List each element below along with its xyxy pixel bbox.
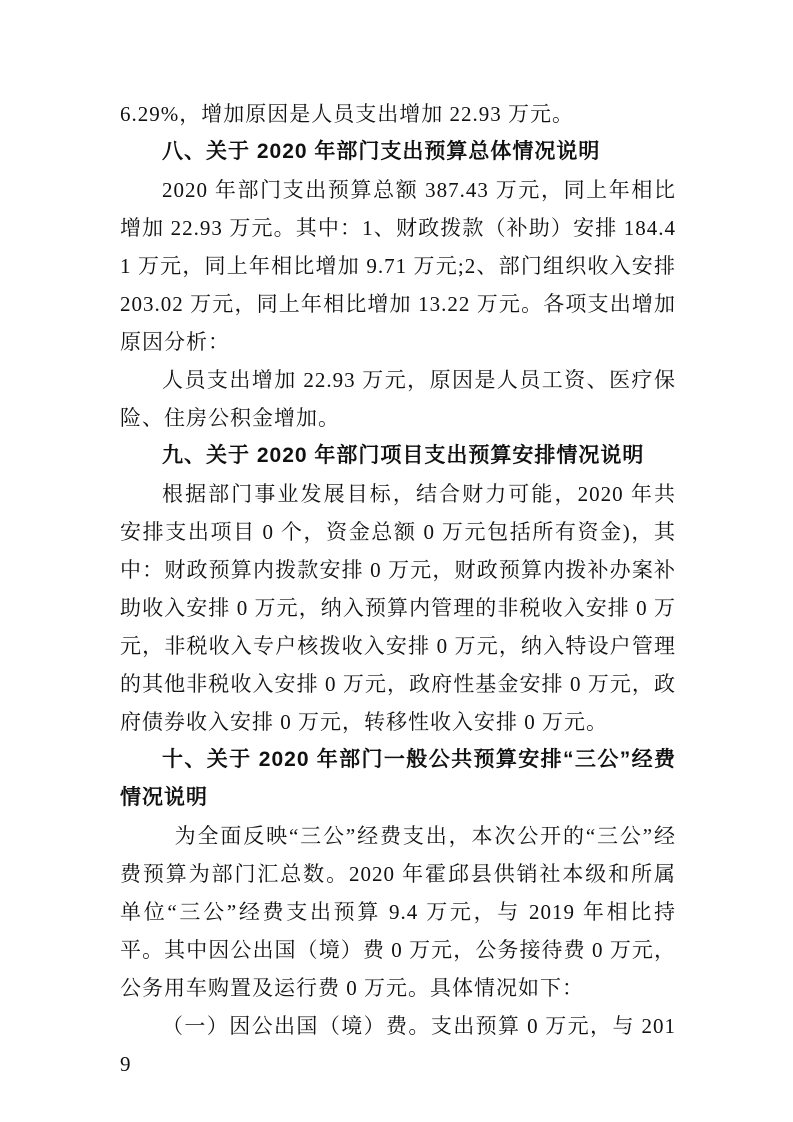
document-body [120,95,676,1083]
section-heading-8: 八、关于 2020 年部门支出预算总体情况说明 [162,140,601,163]
paragraph-budget-total: 2020 年部门支出预算总额 387.43 万元，同上年相比增加 22.93 万元。其中：1、财政拨款（补助）安排 184.41 万元，同上年相比增加 9.71 万元;2、部门组织收入安排 203.02 万元，同上年相比增加 13.22 万元。各项支出增加原因分析： [120,178,676,354]
paragraph-sangong-summary: 为全面反映“三公”经费支出，本次公开的“三公”经费预算为部门汇总数。2020 年霍邱县供销社本级和所属单位“三公”经费支出预算 9.4 万元，与 2019 年相比持平。其中因公出国（境）费 0 万元，公务接待费 0 万元，公务用车购置及运行费 0 万元。具体情况如下： [120,824,676,1000]
paragraph-project-budget: 根据部门事业发展目标，结合财力可能，2020 年共安排支出项目 0 个，资金总额 0 万元包括所有资金)，其中：财政预算内拨款安排 0 万元，财政预算内拨补办案补助收入安排 0 万元，纳入预算内管理的非税收入安排 0 万元，非税收入专户核拨收入安排 0 万元，纳入特设户管理的其他非税收入安排 0 万元，政府性基金安排 0 万元，政府债券收入安排 0 万元，转移性收入安排 0 万元。 [120,482,676,734]
paragraph-abroad-expense: （一）因公出国（境）费。支出预算 0 万元，与 2019 [120,1014,676,1076]
paragraph-continuation: 6.29%，增加原因是人员支出增加 22.93 万元。 [120,102,574,126]
section-heading-9: 九、关于 2020 年部门项目支出预算安排情况说明 [162,444,645,467]
paragraph-personnel-increase: 人员支出增加 22.93 万元，原因是人员工资、医疗保险、住房公积金增加。 [120,368,676,430]
section-heading-10: 十、关于 2020 年部门一般公共预算安排“三公”经费情况说明 [120,748,676,809]
